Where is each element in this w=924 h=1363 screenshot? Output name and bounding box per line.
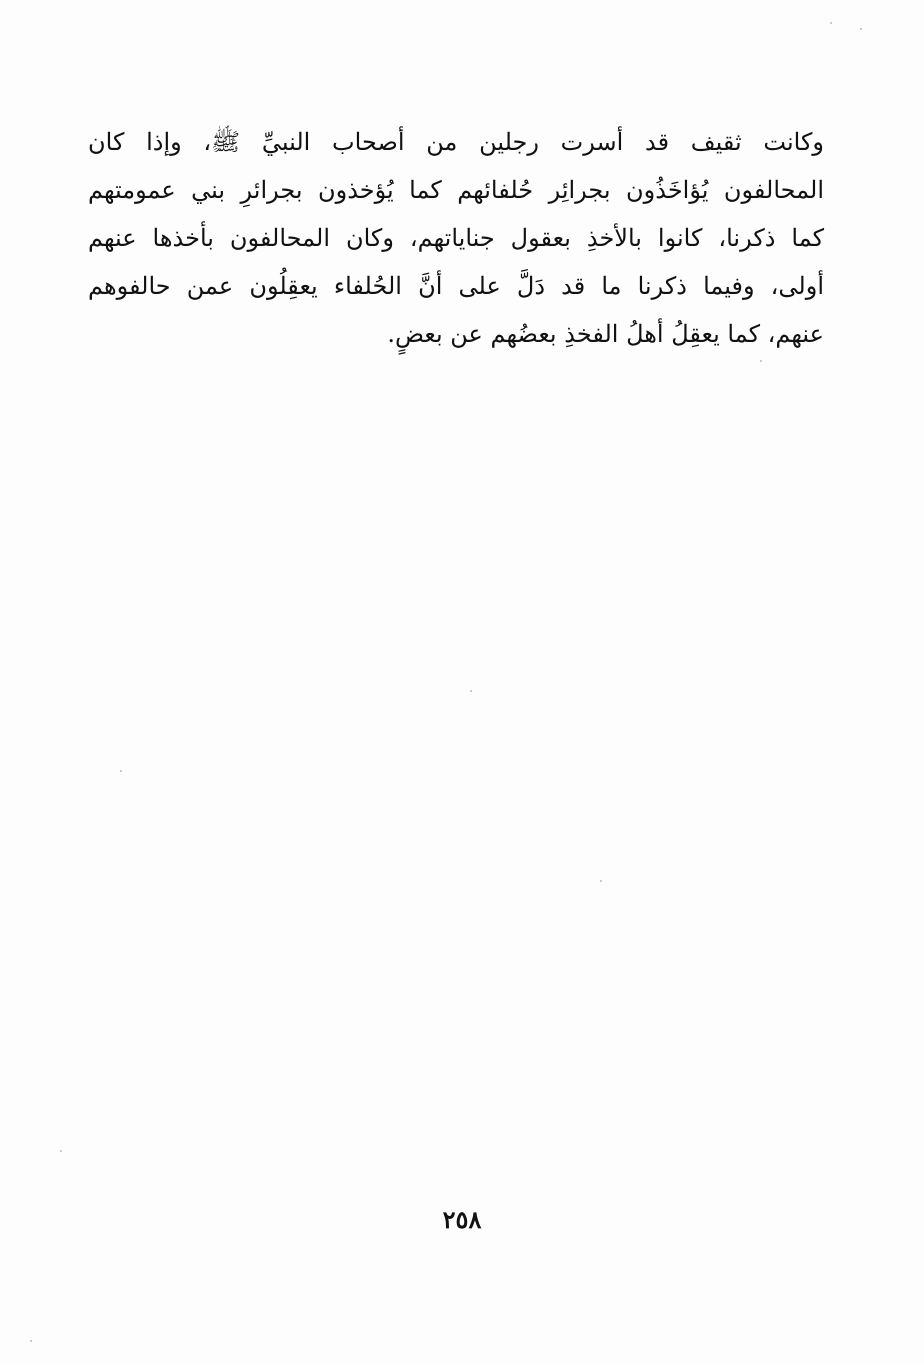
body-paragraph [88, 118, 824, 358]
text-line-1: وكانت ثقيف قد أسرت رجلين من أصحاب النبيِّ ﷺ، وإذا كان [88, 128, 824, 156]
text-line-2: المحالفون يُؤاخَذُون بجرائِر حُلفائهم كما يُؤخذون بجرائرِ بني عمومتهم [88, 176, 824, 204]
scan-speck [860, 28, 862, 30]
text-line-4: أولى، وفيما ذكرنا ما قد دَلَّ على أنَّ الحُلفاء يعقِلُون عمن حالفوهم [88, 272, 824, 300]
scan-speck [470, 690, 472, 692]
scan-speck [600, 880, 602, 882]
scan-speck [830, 22, 832, 24]
scan-speck [30, 1340, 32, 1342]
text-line-3: كما ذكرنا، كانوا بالأخذِ بعقول جناياتهم، وكان المحالفون بأخذها عنهم [88, 224, 825, 252]
scan-speck [120, 770, 122, 772]
text-line-5: عنهم، كما يعقِلُ أهلُ الفخذِ بعضُهم عن بعضٍ. [387, 320, 824, 348]
page-number: ٢٥٨ [442, 1205, 482, 1234]
scan-speck [60, 1150, 62, 1152]
scan-speck [760, 360, 762, 362]
